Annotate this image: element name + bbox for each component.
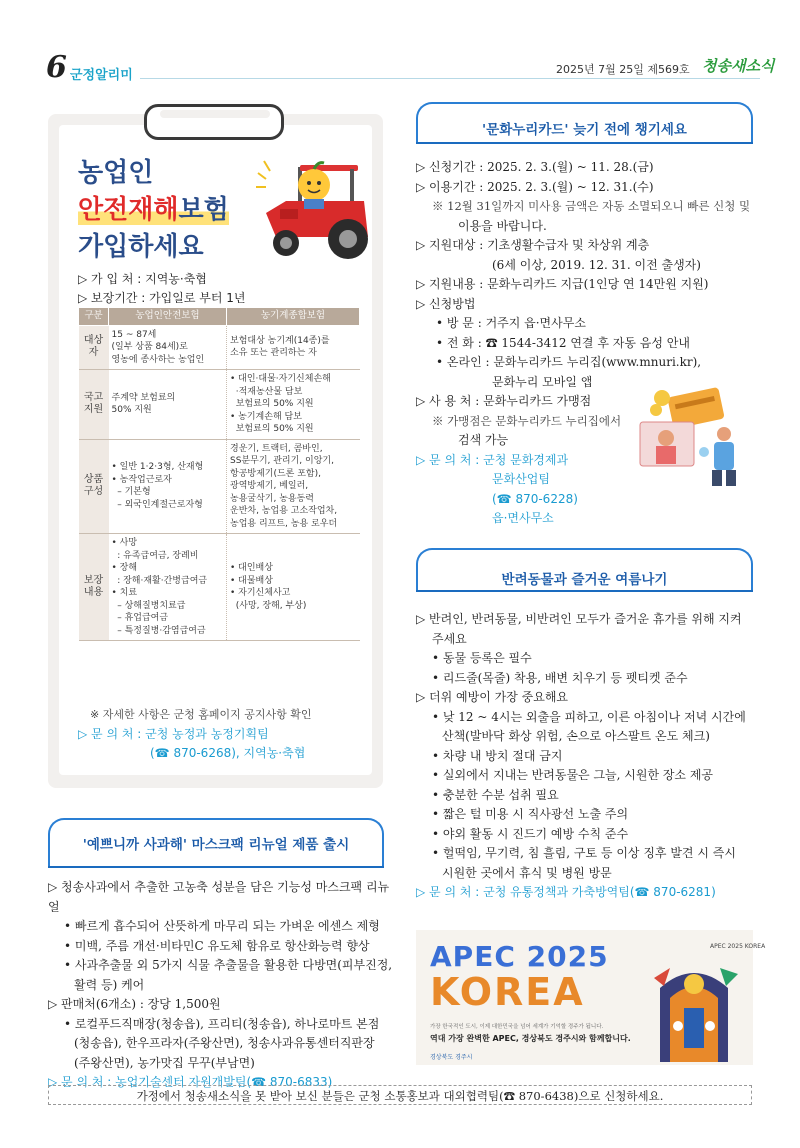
table-cell (109, 439, 227, 534)
table-cell-line: : 장해·재활·간병급여금 (111, 575, 208, 586)
culture-contact-line: 읍·면사무소 (492, 511, 554, 525)
text-line: • 방 문 : 거주지 읍·면사무소 (436, 316, 586, 330)
table-cell-line: 보험료의 50% 지원 (230, 424, 314, 434)
table-cell-line: 경운기, 트랙터, 콤바인, (230, 443, 323, 454)
insurance-title-line1: 농업인 (78, 158, 154, 188)
table-cell-line: 50% 지원 (111, 405, 152, 416)
table-cell-line: ·적재농산물 담보 (230, 386, 303, 397)
text-line: ▷ 청송사과에서 추출한 고농축 성분을 담은 기능성 마스크팩 리뉴얼 (48, 880, 390, 914)
insurance-meta (78, 270, 246, 308)
text-line: ▷ 신청기간 : 2025. 2. 3.(월) ~ 11. 28.(금) (416, 160, 654, 174)
text-line: 검색 가능 (458, 433, 509, 447)
text-line: ※ 12월 31일까지 미사용 금액은 자동 소멸되오니 빠른 신청 및 (432, 199, 751, 213)
apec-banner-korea: KOREA (430, 970, 585, 1014)
text-line: ▷ 지원내용 : 문화누리카드 지급(1인당 연 14만원 지원) (416, 277, 709, 291)
culture-contact-line: 문화산업팀 (492, 472, 550, 486)
text-line: ▷ 판매처(6개소) : 장당 1,500원 (48, 997, 221, 1011)
footer-notice: 가정에서 청송새소식을 못 받아 보신 분들은 군청 소통홍보과 대외협력팀(☎ 870-6438)으로 신청하세요. (136, 1089, 664, 1103)
text-line: • 충분한 수분 섭취 필요 (432, 787, 559, 802)
table-cell-line: • 장해 (111, 563, 138, 573)
text-line: • 로컬푸드직매장(청송읍), 프리티(청송읍), 하나로마트 본점 (64, 1016, 380, 1031)
culture-card-illustration-icon (626, 382, 752, 490)
table-cell-line: 주계약 보험료의 (111, 392, 176, 403)
table-cell-line: • 농기계손해 담보 (230, 411, 302, 422)
culture-section-rule (416, 142, 753, 144)
text-line: 주세요 (432, 631, 467, 646)
table-header: 농기계종합보험 (227, 308, 360, 326)
text-line: ▷ 이용기간 : 2025. 2. 3.(월) ~ 12. 31.(수) (416, 179, 654, 194)
table-cell-line: 농용굴삭기, 농용동력 (230, 493, 314, 504)
table-cell-line: (일부 상품 84세)로 (111, 342, 188, 352)
table-row (79, 325, 360, 370)
table-row (79, 439, 360, 534)
issue-date: 2025년 7월 25일 제569호 (556, 63, 690, 76)
table-cell-line: • 치료 (111, 588, 138, 598)
text-line: ▷ 더위 예방이 가장 중요해요 (416, 690, 568, 704)
text-line: ▷ 사 용 처 : 문화누리카드 가맹점 (416, 394, 592, 408)
text-line: • 야외 활동 시 진드기 예방 수칙 준수 (432, 826, 629, 841)
text-line: • 낮 12 ~ 4시는 외출을 피하고, 이른 아침이나 저녁 시간에 (432, 709, 746, 724)
table-cell-line: 보험대상 농기계(14종)를 (230, 335, 330, 346)
table-cell-line: – 기본형 (111, 487, 151, 498)
table-cell-line: 소유 또는 관리하는 자 (230, 348, 317, 359)
text-line: • 짧은 털 미용 시 직사광선 노출 주의 (432, 807, 629, 821)
pets-section-rule (416, 590, 753, 592)
culture-section-title: '문화누리카드' 늦기 전에 챙기세요 (482, 122, 687, 138)
table-cell (227, 534, 360, 641)
table-cell-line: – 휴업급여금 (111, 613, 169, 623)
text-line: • 온라인 : 문화누리카드 누리집(www.mnuri.kr), (436, 355, 702, 369)
table-cell-line: – 외국인계절근로자형 (111, 499, 203, 510)
header-rule (140, 78, 760, 79)
text-line: ▷ 반려인, 반려동물, 비반려인 모두가 즐거운 휴가를 위해 지켜 (416, 612, 742, 626)
table-cell-line: • 자기신체사고 (230, 588, 291, 598)
insurance-table (78, 307, 360, 641)
apec-banner-title: APEC 2025 (430, 940, 609, 973)
mask-section-rule (48, 866, 384, 868)
table-cell-line: 광역방제기, 베일러, (230, 481, 309, 491)
table-header: 구분 (79, 308, 109, 326)
insurance-contact-line1: ▷ 문 의 처 : 군청 농정과 농정기획팀 (78, 727, 269, 741)
insurance-title-line3: 가입하세요 (78, 232, 204, 262)
text-line: • 리드줄(목줄) 착용, 배변 치우기 등 펫티켓 준수 (432, 670, 688, 685)
mask-contact: ▷ 문 의 처 : 농업기술센터 자원개발팀(☎ 870-6833) (48, 1075, 333, 1089)
table-cell-line: – 상해질병치료급 (111, 600, 186, 611)
text-line: 이용을 바랍니다. (458, 218, 547, 233)
table-cell (109, 534, 227, 641)
table-row-label: 국고 지원 (79, 370, 109, 440)
table-row (79, 370, 360, 440)
table-cell-line: 농업용 리프트, 농용 로우더 (230, 518, 338, 529)
text-line: ▷ 지원대상 : 기초생활수급자 및 차상위 계층 (416, 238, 650, 252)
text-line: • 헐떡임, 무기력, 침 흘림, 구토 등 이상 징후 발견 시 즉시 (432, 846, 736, 860)
table-cell-line: • 사망 (111, 538, 138, 548)
text-line: • 빠르게 흡수되어 산뜻하게 마무리 되는 가벼운 에센스 제형 (64, 919, 380, 933)
pets-contact: ▷ 문 의 처 : 군청 유통정책과 가축방역팀(☎ 870-6281) (416, 885, 716, 899)
table-cell-line: SS분무기, 관리기, 이앙기, (230, 456, 334, 466)
table-cell-line: • 대인·대물·자기신체손해 (230, 374, 331, 384)
apec-emblem-artwork (640, 938, 766, 1062)
clipboard-clip-inner (160, 110, 270, 118)
apec-emblem-text: APEC 2025 KOREA (710, 943, 766, 950)
text-line: ※ 가맹점은 문화누리카드 누리집에서 (432, 413, 622, 428)
apec-banner-tagline: 가장 한국적인 도시, 이제 대한민국을 넘어 세계가 기억할 경주가 됩니다. (430, 1024, 604, 1030)
table-cell-line: 운반차, 농업용 고소작업차, (230, 506, 338, 516)
table-cell-line: 보험료의 50% 지원 (230, 399, 314, 409)
table-cell-line: 15 ~ 87세 (111, 329, 157, 340)
mask-section-body (48, 878, 398, 1093)
culture-contact-line: ▷ 문 의 처 : 군청 문화경제과 (416, 452, 569, 467)
culture-contact-line: (☎ 870-6228) (492, 491, 578, 506)
insurance-enroll-place: ▷ 가 입 처 : 지역농·축협 (78, 272, 207, 286)
table-row-label: 상품 구성 (79, 439, 109, 534)
newsletter-logo: 청송새소식 (702, 57, 775, 75)
text-line: (6세 이상, 2019. 12. 31. 이전 출생자) (492, 257, 701, 272)
table-cell (109, 325, 227, 370)
insurance-contact (78, 725, 305, 763)
insurance-note: ※ 자세한 사항은 군청 홈페이지 공지사항 확인 (90, 708, 312, 721)
pets-section-body (416, 610, 761, 903)
insurance-contact-line2: (☎ 870-6268), 지역농·축협 (150, 746, 306, 760)
page-number: 6 (46, 50, 67, 85)
table-cell-line: • 대물배상 (230, 575, 273, 586)
table-cell (227, 370, 360, 440)
mask-section-title: '예쁘니까 사과해' 마스크팩 리뉴얼 제품 출시 (82, 837, 350, 853)
text-line: • 전 화 : ☎ 1544-3412 연결 후 자동 음성 안내 (436, 335, 690, 350)
text-line: ▷ 신청방법 (416, 296, 476, 311)
table-row-label: 대상자 (79, 325, 109, 370)
table-row (79, 534, 360, 641)
table-cell-line: • 일반 1·2·3형, 산재형 (111, 462, 204, 473)
text-line: 문화누리 모바일 앱 (492, 374, 593, 389)
table-cell-line: • 대인배상 (230, 563, 273, 573)
text-line: • 미백, 주름 개선·비타민C 유도체 함유로 항산화능력 향상 (64, 938, 370, 953)
section-title: 군정알리미 (70, 68, 133, 83)
table-cell (109, 370, 227, 440)
table-cell-line: : 유족급여금, 장례비 (111, 550, 199, 561)
page-header (0, 0, 800, 92)
table-row-label: 보장 내용 (79, 534, 109, 641)
text-line: (청송읍), 한우프라자(주왕산면), 청송사과유통센터직판장 (74, 1036, 375, 1050)
table-cell-line: (사망, 장해, 부상) (230, 600, 307, 611)
text-line: (주왕산면), 농가맛집 무꾸(부남면) (74, 1055, 255, 1070)
text-line: • 실외에서 지내는 반려동물은 그늘, 시원한 장소 제공 (432, 768, 714, 782)
table-cell-line: – 특정질병·감염급여금 (111, 625, 206, 636)
insurance-title-highlight: 안전재해 (78, 195, 179, 225)
text-line: 산책(발바닥 화상 위험, 손으로 아스팔트 온도 체크) (442, 729, 710, 743)
text-line: • 사과추출물 외 5가지 식물 추출물을 활용한 다방면(피부진정, (64, 958, 393, 972)
table-header-row (79, 308, 360, 326)
text-line: 시원한 곳에서 휴식 및 병원 방문 (442, 865, 612, 880)
insurance-coverage-period: ▷ 보장기간 : 가입일로 부터 1년 (78, 291, 246, 305)
tractor-apple-mascot-icon (256, 153, 376, 263)
text-line: • 동물 등록은 필수 (432, 651, 532, 665)
table-header: 농업인안전보험 (109, 308, 227, 326)
text-line: 활력 등) 케어 (74, 977, 145, 992)
table-cell (227, 439, 360, 534)
table-cell (227, 325, 360, 370)
apec-banner-logos: 경상북도 경주시 (430, 1054, 473, 1061)
apec-banner-subtitle: 역대 가장 완벽한 APEC, 경상북도 경주시와 함께합니다. (430, 1034, 631, 1043)
pets-section-title: 반려동물과 즐거운 여름나기 (501, 572, 668, 588)
table-cell-line: 항공방제기(드론 포함), (230, 468, 321, 479)
table-cell-line: 영농에 종사하는 농업인 (111, 354, 205, 365)
table-cell-line: • 농작업근로자 (111, 474, 172, 485)
insurance-title-line2: 보험 (178, 195, 229, 225)
text-line: • 차량 내 방치 절대 금지 (432, 748, 563, 763)
insurance-title (78, 155, 229, 266)
